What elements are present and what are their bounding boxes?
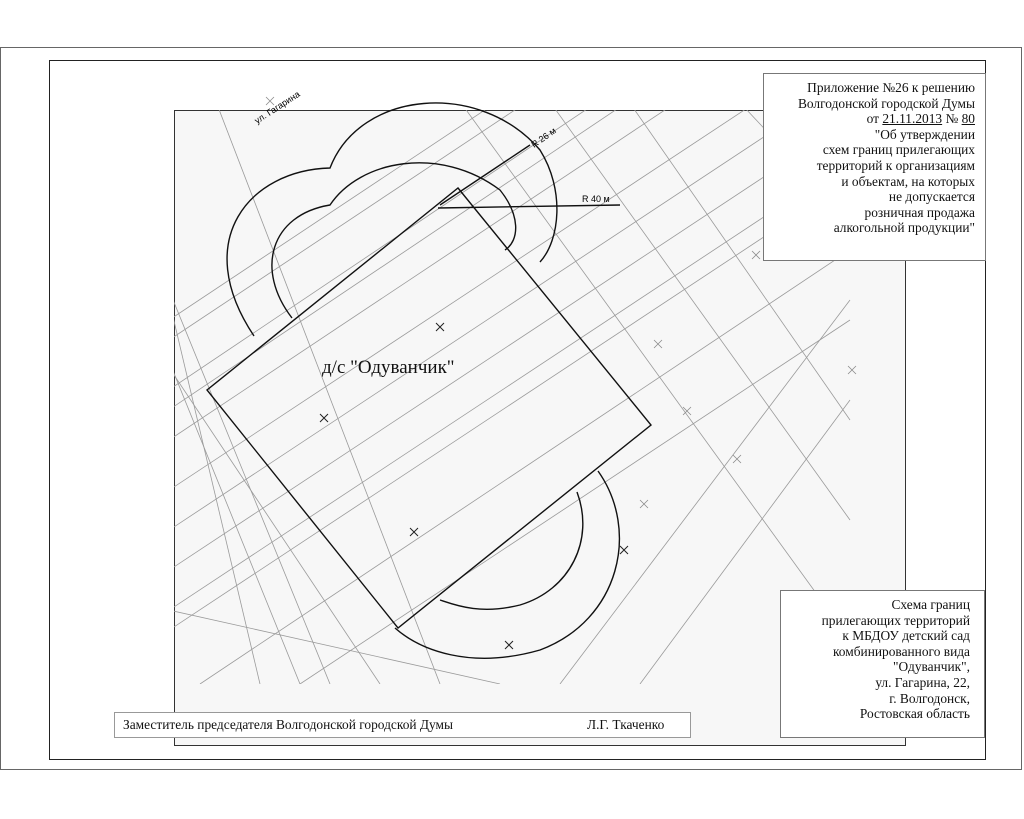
caption-line: г. Волгодонск,: [889, 690, 970, 706]
decision-date: 21.11.2013: [882, 111, 943, 127]
street-label: ул. Гагарина: [252, 88, 302, 126]
caption-line: к МБДОУ детский сад: [842, 628, 970, 644]
boundary-26m-lower: [440, 492, 583, 609]
signature-block: [114, 712, 691, 738]
date-prefix: от: [866, 111, 883, 127]
caption-line: Ростовская область: [859, 706, 970, 722]
appendix-header: [763, 73, 986, 261]
signatory-name: Л.Г. Ткаченко: [587, 717, 665, 732]
facility-label: д/с "Одуванчик": [322, 357, 455, 378]
decision-number: 80: [961, 111, 975, 127]
appendix-text-line: территорий к организациям: [816, 157, 975, 173]
appendix-text-line: и объектам, на которых: [841, 173, 975, 189]
caption-line: прилегающих территорий: [821, 612, 970, 628]
scheme-caption: [780, 590, 985, 738]
boundary-40m-outer: [227, 103, 557, 336]
boundary-40m-lower: [395, 471, 619, 658]
radius-inner-label: R 26 м: [529, 125, 558, 150]
radius-line: [440, 145, 530, 205]
radius-outer-label: R 40 м: [582, 194, 610, 204]
appendix-text-line: алкогольной продукции": [833, 220, 975, 236]
caption-line: комбинированного вида: [832, 643, 970, 659]
appendix-date-line: [764, 111, 975, 127]
radius-line: [438, 205, 620, 208]
caption-line: Схема границ: [891, 597, 970, 612]
appendix-text-line: "Об утверждении: [874, 126, 975, 142]
appendix-issuer: Волгодонской городской Думы: [797, 95, 975, 111]
signatory-position: Заместитель председателя Волгодонской городской Думы: [123, 717, 454, 732]
appendix-text-line: схем границ прилегающих: [822, 142, 975, 158]
caption-line: "Одуванчик",: [893, 659, 970, 675]
appendix-text-line: не допускается: [888, 189, 975, 205]
appendix-title: Приложение №26 к решению: [807, 80, 975, 95]
appendix-text-line: розничная продажа: [864, 204, 975, 220]
caption-line: ул. Гагарина, 22,: [875, 674, 970, 690]
number-prefix: №: [942, 111, 962, 127]
